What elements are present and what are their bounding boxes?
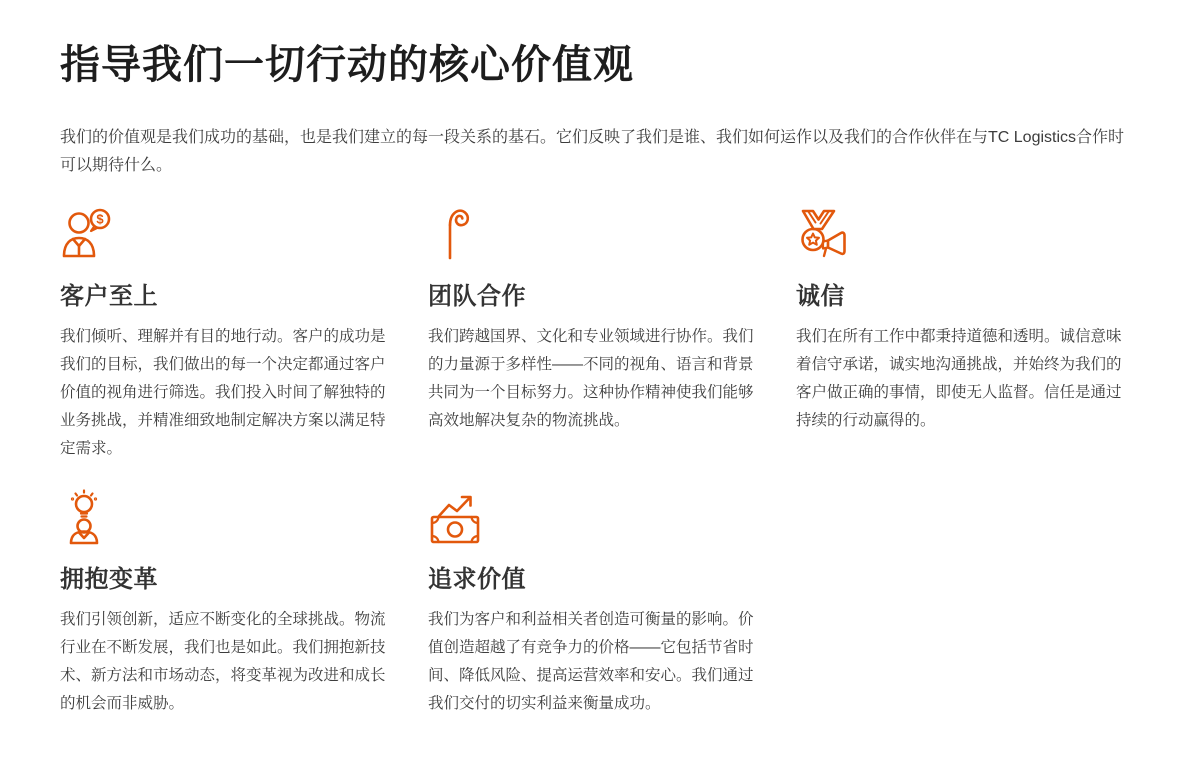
value-description: 我们为客户和利益相关者创造可衡量的影响。价值创造超越了有竞争力的价格——它包括节省时间、降低风险、提高运营效率和安心。我们通过我们交付的切实利益来衡量成功。 bbox=[428, 611, 754, 712]
value-card-pursue-value bbox=[428, 489, 764, 718]
value-title: 诚信 bbox=[796, 283, 845, 310]
value-card-teamwork bbox=[428, 206, 764, 463]
value-card-embrace-change bbox=[60, 489, 396, 718]
value-card-integrity bbox=[796, 206, 1132, 463]
value-title: 客户至上 bbox=[60, 283, 158, 310]
value-description: 我们跨越国界、文化和专业领域进行协作。我们的力量源于多样性——不同的视角、语言和背景共同为一个目标努力。这种协作精神使我们能够高效地解决复杂的物流挑战。 bbox=[428, 328, 754, 429]
value-description: 我们在所有工作中都秉持道德和透明。诚信意味着信守承诺，诚实地沟通挑战，并始终为我们的客户做正确的事情，即使无人监督。信任是通过持续的行动赢得的。 bbox=[796, 328, 1122, 429]
customer-dollar-icon bbox=[60, 206, 396, 262]
money-growth-icon bbox=[428, 489, 764, 545]
spiral-pin-icon bbox=[428, 206, 764, 262]
value-description: 我们引领创新，适应不断变化的全球挑战。物流行业在不断发展，我们也是如此。我们拥抱新技术、新方法和市场动态，将变革视为改进和成长的机会而非威胁。 bbox=[60, 611, 386, 712]
values-grid bbox=[60, 206, 1138, 718]
value-description: 我们倾听、理解并有目的地行动。客户的成功是我们的目标，我们做出的每一个决定都通过客户价值的视角进行筛选。我们投入时间了解独特的业务挑战，并精准细致地制定解决方案以满足特定需求。 bbox=[60, 328, 386, 457]
medal-megaphone-icon bbox=[796, 206, 1132, 262]
value-card-customer-first bbox=[60, 206, 396, 463]
svg-text:$: $ bbox=[96, 211, 104, 227]
page-title: 指导我们一切行动的核心价值观 bbox=[60, 43, 634, 87]
value-title: 追求价值 bbox=[428, 566, 526, 593]
value-title: 拥抱变革 bbox=[60, 566, 158, 593]
person-lightbulb-icon bbox=[60, 489, 396, 545]
intro-text: 我们的价值观是我们成功的基础，也是我们建立的每一段关系的基石。它们反映了我们是谁、我们如何运作以及我们的合作伙伴在与TC Logistics合作时可以期待什么。 bbox=[60, 129, 1125, 174]
value-title: 团队合作 bbox=[428, 283, 526, 310]
